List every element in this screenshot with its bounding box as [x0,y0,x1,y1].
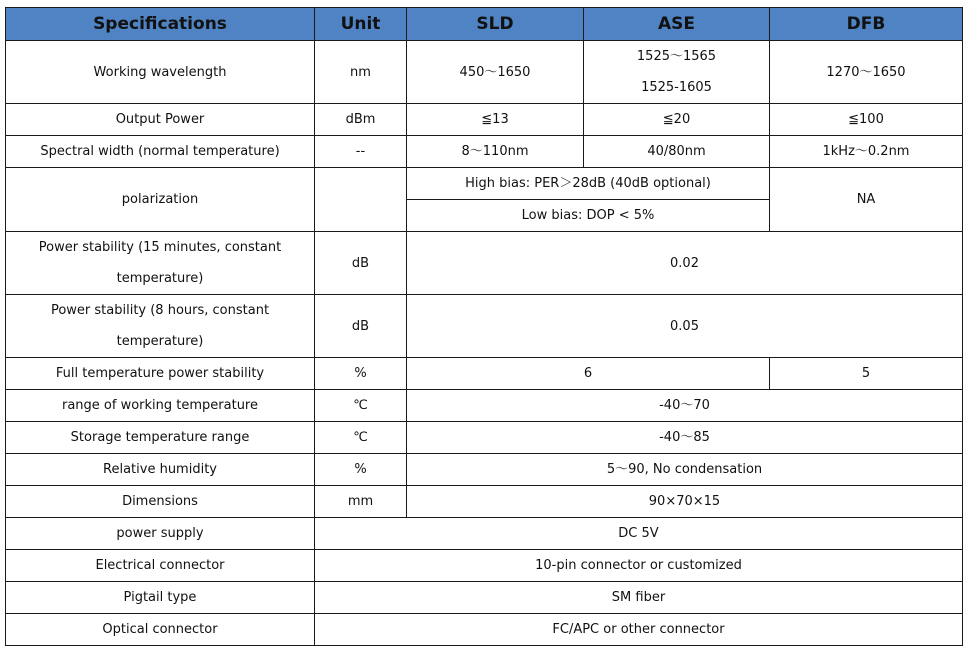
table-row [6,390,963,422]
cell-unit-storage-temp: ℃ [315,422,407,454]
table-row [6,358,963,390]
header-specifications: Specifications [6,8,315,41]
cell-dfb-spectral-width: 1kHz～0.2nm [770,136,963,168]
row-label-pigtail-type: Pigtail type [6,582,315,614]
row-label-optical-connector: Optical connector [6,614,315,646]
cell-value-pigtail-type: SM fiber [315,582,963,614]
header-ase: ASE [584,8,770,41]
cell-unit-dimensions: mm [315,486,407,518]
cell-ase-wavelength-2: 1525-1605 [584,72,770,104]
table-row [6,518,963,550]
cell-dfb-wavelength: 1270～1650 [770,41,963,104]
row-label-wavelength: Working wavelength [6,41,315,104]
row-label-storage-temp: Storage temperature range [6,422,315,454]
row-label-working-temp: range of working temperature [6,390,315,422]
cell-sld-output-power: ≦13 [407,104,584,136]
cell-value-storage-temp: -40～85 [407,422,963,454]
cell-value-optical-connector: FC/APC or other connector [315,614,963,646]
row-label-spectral-width: Spectral width (normal temperature) [6,136,315,168]
cell-unit-polarization [315,168,407,232]
cell-value-working-temp: -40～70 [407,390,963,422]
cell-polarization-low-bias: Low bias: DOP < 5% [407,200,770,232]
table-row [6,232,963,295]
cell-unit-humidity: % [315,454,407,486]
table-row [6,454,963,486]
cell-dfb-full-temp-stability: 5 [770,358,963,390]
cell-value-humidity: 5～90, No condensation [407,454,963,486]
row-label-polarization: polarization [6,168,315,232]
row-label-electrical-connector: Electrical connector [6,550,315,582]
cell-unit-stability-8h: dB [315,295,407,358]
cell-ase-output-power: ≦20 [584,104,770,136]
cell-unit-spectral-width: -- [315,136,407,168]
cell-value-power-supply: DC 5V [315,518,963,550]
cell-unit-wavelength: nm [315,41,407,104]
header-sld: SLD [407,8,584,41]
row-label-power-supply: power supply [6,518,315,550]
table-row [6,614,963,646]
table-row [6,295,963,358]
table-row [6,550,963,582]
table-row [6,486,963,518]
row-label-humidity: Relative humidity [6,454,315,486]
cell-unit-stability-15min: dB [315,232,407,295]
row-label-stability-15min: Power stability (15 minutes, constant temperature) [6,232,315,295]
cell-value-stability-8h: 0.05 [407,295,963,358]
cell-value-dimensions: 90×70×15 [407,486,963,518]
table-row [6,136,963,168]
row-label-output-power: Output Power [6,104,315,136]
cell-unit-output-power: dBm [315,104,407,136]
row-label-stability-8h: Power stability (8 hours, constant temperature) [6,295,315,358]
header-row [6,8,963,41]
table-row [6,168,963,200]
table-row [6,422,963,454]
row-label-dimensions: Dimensions [6,486,315,518]
table-row [6,41,963,73]
table-row [6,104,963,136]
cell-unit-working-temp: ℃ [315,390,407,422]
cell-sld-wavelength: 450～1650 [407,41,584,104]
cell-sld-ase-full-temp-stability: 6 [407,358,770,390]
cell-dfb-polarization: NA [770,168,963,232]
cell-value-electrical-connector: 10-pin connector or customized [315,550,963,582]
header-dfb: DFB [770,8,963,41]
cell-sld-spectral-width: 8～110nm [407,136,584,168]
cell-unit-full-temp-stability: % [315,358,407,390]
cell-value-stability-15min: 0.02 [407,232,963,295]
table-row [6,582,963,614]
specifications-table [5,7,963,646]
cell-dfb-output-power: ≦100 [770,104,963,136]
header-unit: Unit [315,8,407,41]
cell-polarization-high-bias: High bias: PER＞28dB (40dB optional) [407,168,770,200]
cell-ase-spectral-width: 40/80nm [584,136,770,168]
row-label-full-temp-stability: Full temperature power stability [6,358,315,390]
cell-ase-wavelength-1: 1525～1565 [584,41,770,73]
